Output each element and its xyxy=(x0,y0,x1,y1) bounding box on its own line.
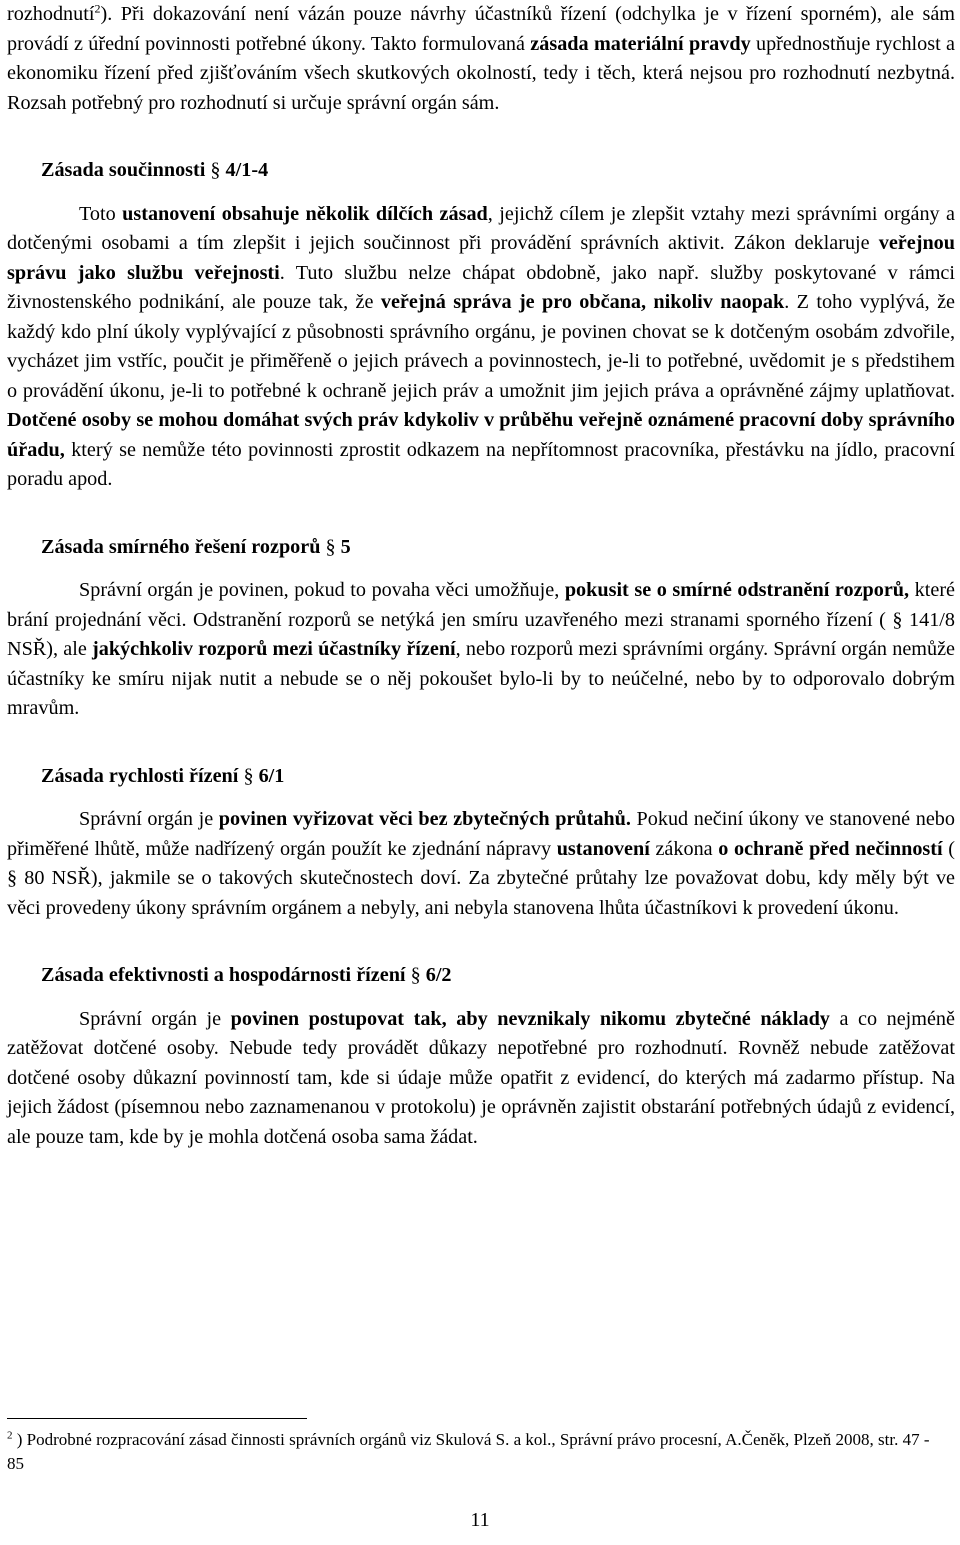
intro-text-1: rozhodnutí xyxy=(7,3,95,25)
document-page xyxy=(7,0,955,1152)
section-cooperation xyxy=(7,156,955,495)
body-text: které brání projednání věci. Odstranění rozporů se netýká jen smíru uzavřeného mezi stranami sporného řízení ( § 141/8 NSŘ), ale xyxy=(7,579,955,660)
paragraph-symbol: § xyxy=(410,964,421,986)
body-text: Správní orgán je povinen, pokud to povaha věci umožňuje, xyxy=(79,579,565,601)
section-amicable-resolution xyxy=(7,533,955,724)
section-ref: 6/1 xyxy=(253,764,285,787)
section-title: Zásada součinnosti xyxy=(41,159,211,181)
section-ref: 4/1-4 xyxy=(220,159,269,181)
body-text: zákona xyxy=(649,837,719,860)
intro-paragraph xyxy=(7,0,955,118)
body-bold: jakýchkoliv rozporů mezi účastníky řízení xyxy=(92,638,456,660)
section-body xyxy=(7,805,955,923)
body-bold: povinen postupovat tak, aby nevznikaly nikomu zbytečné náklady xyxy=(230,1007,830,1030)
body-text: ( § 80 NSŘ), jakmile se o takových skutečnostech doví. Za zbytečné průtahy lze považovat dobu, kdy měly být ve věci provedeny úkony správním orgánem a nebyly, ani nebyla stanovena lhůta účastníkovi k provedení úkonu. xyxy=(7,837,955,919)
body-bold: povinen vyřizovat věci bez zbytečných průtahů. xyxy=(218,808,631,830)
footnote-separator xyxy=(7,1418,307,1419)
section-title: Zásada smírného řešení rozporů xyxy=(41,535,326,558)
body-bold: Dotčené osoby se mohou domáhat svých práv kdykoliv v průběhu veřejně oznámené pracovní doby správního úřadu, xyxy=(7,409,955,461)
page-number: 11 xyxy=(470,1509,490,1531)
body-text: , jejichž cílem je zlepšit vztahy mezi správními orgány a dotčenými osobami a tím zlepšit i jejich součinnost při provádění správních aktivit. Zákon deklaruje xyxy=(7,202,956,254)
body-bold: veřejnou správu jako službu veřejnosti xyxy=(7,232,955,284)
section-heading xyxy=(41,762,955,792)
body-text: Správní orgán je xyxy=(79,1007,231,1030)
paragraph-symbol: § xyxy=(243,764,254,787)
paragraph-symbol: § xyxy=(210,159,221,181)
footnote-reference[interactable]: 2 xyxy=(94,1,101,16)
section-body xyxy=(7,200,955,495)
body-text: . Z toho vyplývá, že každý kdo plní úkoly vyplývající z působnosti správního orgánu, je povinen chovat se k dotčeným osobám zdvořile, vycházet jim vstříc, poučit je přiměřeně o jejich právech a povinnostech, je-li to potřebné, uvědomit je s předstihem o provádění úkonu, je-li to potřebné k ochraně jejich práv a umožnit jim jejich práva a oprávněné zájmy uplatňovat. xyxy=(7,291,955,402)
body-text: , nebo rozporů mezi správními orgány. Správní orgán nemůže účastníky ke smíru nijak nutit a nebude se o něj pokoušet bylo-li by to neúčelné, nebo by to odporovalo dobrým mravům. xyxy=(7,638,955,719)
section-body xyxy=(7,1005,955,1153)
section-heading xyxy=(41,961,955,991)
body-bold: o ochraně před nečinností xyxy=(718,837,943,860)
section-speed xyxy=(7,762,955,924)
section-efficiency xyxy=(7,961,955,1152)
intro-text-2: ). Při dokazování není vázán pouze návrhy účastníků řízení (odchylka je v řízení sporném), ale sám provádí z úřední povinnosti potřebné úkony. Takto formulovaná xyxy=(7,3,955,55)
footnote-number: 2 xyxy=(7,1429,13,1442)
section-title: Zásada rychlosti řízení xyxy=(41,764,244,787)
footnote-text: ) Podrobné rozpracování zásad činnosti správních orgánů viz Skulová S. a kol., Správní právo procesní, A.Čeněk, Plzeň 2008, str. 47 - 85 xyxy=(7,1430,930,1473)
section-heading xyxy=(41,156,955,186)
body-text: Toto xyxy=(79,202,123,225)
intro-bold-principle: zásada materiální pravdy xyxy=(530,32,751,55)
body-text: a co nejméně zatěžovat dotčené osoby. Nebude tedy provádět důkazy nepotřebné pro rozhodnutí. Rovněž nebude zatěžovat dotčené osoby důkazní povinností tam, kde si údaje může opatřit z evidencí, do kterých má zadarmo přístup. Na jejich žádost (písemnou nebo zaznamenanou v protokolu) je oprávněn zajistit obstarání potřebných údajů z evidencí, ale pouze tam, kde by je mohla dotčená osoba sama žádat. xyxy=(7,1007,955,1148)
section-body xyxy=(7,576,955,724)
section-heading xyxy=(41,533,955,563)
body-text: . Tuto službu nelze chápat obdobně, jako např. služby poskytované v rámci živnostenského podnikání, ale pouze tak, že xyxy=(7,261,955,313)
body-text: který se nemůže této povinnosti zprostit odkazem na nepřítomnost pracovníka, přestávku na jídlo, pracovní poradu apod. xyxy=(7,438,955,490)
body-text: Správní orgán je xyxy=(79,808,219,830)
body-bold: veřejná správa je pro občana, nikoliv naopak xyxy=(380,291,785,313)
section-ref: 5 xyxy=(335,535,351,558)
intro-text-3: upřednostňuje rychlost a ekonomiku řízení před zjišťováním všech skutkových okolností, tedy i těch, která nejsou pro rozhodnutí nezbytná. Rozsah potřebný pro rozhodnutí si určuje správní orgán sám. xyxy=(7,32,956,114)
footnote xyxy=(7,1428,947,1476)
body-text: Pokud nečiní úkony ve stanovené nebo přiměřené lhůtě, může nadřízený orgán použít ke zjednání nápravy xyxy=(7,808,955,860)
section-ref: 6/2 xyxy=(420,964,452,986)
body-bold: ustanovení xyxy=(556,837,650,860)
body-bold: pokusit se o smírné odstranění rozporů, xyxy=(564,579,910,601)
body-bold: ustanovení obsahuje několik dílčích zásad xyxy=(122,202,488,225)
paragraph-symbol: § xyxy=(325,535,336,558)
section-title: Zásada efektivnosti a hospodárnosti řízení xyxy=(41,964,411,986)
